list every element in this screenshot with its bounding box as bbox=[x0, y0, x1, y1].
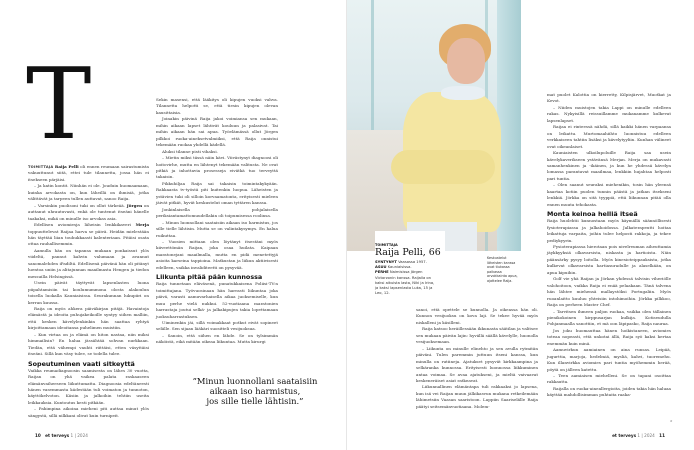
page-number: 11 bbox=[659, 433, 665, 438]
section-heading: Liikunta pitää pään kunnossa bbox=[156, 273, 263, 282]
paragraph: mat puolet Kalottia on kierretty, Kilpisjärvet, Muotkat ja Kevot. bbox=[547, 92, 671, 104]
paragraph: Joinakin päivinä Raija jakoi voimiansa sen mukaan, mihin aikaan lapset lähtivät kouluun ja palasivat. Tai mihin aikaan hän sai apua. Työelämässä ollut Jörgen pilkkoi ruoka-aineksetvalmiiksi, että Raija onnistui tekemään ruokaa yhdellä kädellä. bbox=[156, 116, 278, 148]
paragraph: Raija on myös ahkera päiväkirjan pitäjä. Havaintoja elämästä ja ideoita puhujakeikoille syntyy siihen malliin, että kesken kävelylenkinkin hän saattaa ryhtyä kirjoittamaan ideoitansa puhelimen muistiin. bbox=[28, 305, 149, 331]
paragraph: – Sanoin, että siihen en lähde. Se on tylsimmän näköistä, eikä mitään oikeaa liikuntaa. Mutta kirurgi bbox=[156, 332, 278, 345]
portrait-photo bbox=[347, 0, 521, 251]
subject-name: Raija Pelli bbox=[54, 164, 79, 169]
infobox-name: Raija Pelli, 66 bbox=[375, 247, 441, 258]
paragraph: Raija huolehtii kunnostaan myös käymällä säännöllisesti fysioterapiassa ja jalkahoidossa. Jalkaterapeutti hoitaa leikattuja varpaita, joihin tulee helposti rakkoja, ja tekee pediykyyrin. bbox=[547, 218, 671, 243]
photo-collar bbox=[441, 86, 485, 100]
paragraph: Raijaa ei rinteessä nähdä, sillä kaikki hänen varpaansa on leikattu. Murtomaahiihto luonnistuu edelleen verkkaiseen tahtiin lisäksi ja kävelytyyliin. Kunhan välineet ovat oikeanlaiset. bbox=[547, 124, 671, 149]
paragraph: – Tarvitsen ihmeen paljon ruokaa, vaikka olen tällainen pienikokoinen kirppusarjan kulkija. Kotiseudulla Pohjanmaalla sanottiin, et mä oon läpipasko, Raija nauraa. bbox=[547, 308, 671, 327]
paragraph: sanoi, että opettele se kunnolla. Ja oikeassa hän oli. Kunnon vesijuoksu on kova laji. Se tekee hyvää myös niskalleni ja käsilleni. bbox=[416, 307, 538, 325]
paragraph: – Minun luonnollani saataisiin aikaan iso harmistus, jos sille tielle lähtisin. Mutta se on valintakysymys. En halua ruikuttaa. bbox=[156, 219, 278, 238]
magazine-name: et terveys bbox=[45, 433, 70, 438]
article-column-4 bbox=[547, 92, 671, 399]
pull-quote-line: jos sille tielle lähtisin.” bbox=[206, 396, 304, 406]
section-heading: Monta keinoa helliä itseä bbox=[547, 210, 638, 219]
paragraph: Aamuvirkun aamiainen on aina runsas. Leipää, jugurttia, marjoja, hedelmiä, mysliä, kahvi, tuoremehu. Kun illanvirkka aviomies pari tuntia myöhemmin herää, pöytä on jälleen katettu. bbox=[547, 347, 671, 372]
byline-kicker: TOIMITTAJA bbox=[28, 165, 54, 169]
continue-arrow-icon: » bbox=[670, 418, 673, 423]
paragraph: Jos joku huomauttaa hänen hoikistaneen, aviomies toteaa nopeasti, että unkotai ällä, Raija syö kaksi kertaa enemmän kuin minä. bbox=[547, 327, 671, 346]
pull-quote bbox=[170, 376, 340, 406]
infobox-facts: SYNTYNYT Vaasassa 1957. ASUU Kauniaisissa. PERHE Naimisissa Jörgen Victorzonin kanssa. Raijalla on kaksi aikuista lasta, Niki ja Irina, ja kaksi lapsenlasta Luka, 15 ja Leo, 12. bbox=[375, 260, 435, 296]
paragraph: – Pahimpina aikoina mieheni piti auttaa minut ylös sängystä, sillä nilkkani olivat kuin turnipeit. bbox=[28, 406, 149, 418]
paragraph: Raija tunnetaan eläväsenä, punatukkaisena Poliisi-TV:n toimittajana. Työvuosinaan hän harrasti liikuntaa joka päivä, varasti aamuvarhaisella aikaa juoksemiselle, kun muu perhe vielä nukkui. 52-vuotiaana maratonien harrastaja joutui selkä- ja jalkakipujen takia lopettamaan juoksuharrastuksen. bbox=[156, 281, 278, 319]
section-heading: Sopeutuminen vaati sitkeyttä bbox=[28, 359, 135, 368]
paragraph: – Niiden muistojen takia Lappi on minulle edelleen rakas. Nykyisillä reissuillamme mukanamme kulkevat lapsenlapset. bbox=[547, 104, 671, 123]
photo-crossed-arms bbox=[391, 150, 495, 184]
paragraph: Sekin masensi, että lääkitys oli kipujen vuoksi vahva. Tilannetta helpotti se, että tiesin kipujen olevan kausittaisia. bbox=[156, 97, 278, 115]
paragraph: Pikkuhiljaa Raija sai takaisin toimintakykyään. Rakkaasta tv-työstä piti kuitenkin luopua. Läheisten ja ystävien tuki oli silloin korvaamatonta, erityisesti mieleen jäivät pitkät, hyvät keskustelut oman tyttären kanssa. bbox=[156, 180, 278, 206]
paragraph: – Kun virtaa on ja elämä on hiton nastaa, niin miksi himmailisin? En halua jässähtää sohvan nurkkaan. Tiedän, että vähempi vauhti riittäisi, etten väsyttäisi itseäni. Sillä kun väsy tulee, se todella tulee. bbox=[28, 331, 149, 357]
paragraph: Raijalla on ruoka-aineallergioita, joiden takia hän haluaa käyttää mahdollisimman puhtaita raaka- bbox=[547, 385, 671, 398]
paragraph: Raija katsoo heräillessään ikkunasta säätilan ja valitsee sen mukaan päivän lajin: hyvällä säällä kävelylle, huonolla vesijuoksemaan. bbox=[416, 326, 538, 345]
paragraph: – Teen aamiaisen miehelleni. Se on tapani osoittaa rakkautta. bbox=[547, 373, 671, 385]
paragraph: Fysioterapiassa hierotaan pois nivelreuman aiheuttamia jäykkyyksiä olkavarsista, niskasta ja hartioista. Näin päänsärky pysyy loitolla. Myös kinesioteippauksista, jotka kulkevat olkavarsista hartiasuradulle ja alaselkään, on apua kipuihin. bbox=[547, 243, 671, 275]
paragraph: – Mietin miksi tässä näin kävi. Viivästynyt diagnoosi oli hoitovirhe, mutta en lähtenyt tekemään valitusta. Ne ovat pitkiä ja inhottavia prosesseja eivätkä tuo terveyttä takaisin. bbox=[156, 155, 278, 180]
paragraph: Edellisen aviomiesja läheisin lenkkikaveri Merja toppuuttelevat Raijaa harva se päivä. Heidän mielestään hän täyttää liian touhukkaasti kalenteriaan. Pitäisi osata ottaa rauhallisemmin. bbox=[28, 222, 150, 247]
paragraph: Liikunnallinen elämäntapa tuli rakkaaksi jo lapsena, kun isä vei Raijan muun jälkikasvun mukana retkeilemään lähimetsiin Vaasan saaristoon. Lappiin Saariselälle Raija päätyi seitsemänvuotiaana. Molem- bbox=[416, 384, 538, 409]
pull-quote-line: ”Minun luonnollani saataisiin bbox=[192, 376, 318, 386]
paragraph: TOIMITTAJA Raija Pelli oli ennen reumaan sairastumista vakuuttunut siitä, ettei tule tilannetta, jossa hän ei itsekseen pärjäisi. bbox=[28, 164, 149, 182]
paragraph: Usein päivät täyttyvät lapsenlasten luona piipahtamisiin tai koulumummona olosta alakoulun toisella luokalla Kauniaisissa. Seurakunnan lukupiiri on kerran kuussa. bbox=[28, 280, 149, 305]
article-column-1 bbox=[28, 164, 149, 419]
infobox-kicker: TOIMITTAJA bbox=[375, 243, 398, 247]
pull-quote-line: aikaan iso harmistus, bbox=[209, 386, 301, 396]
paragraph: Jonkinlaisella pohjalaisella periksiantamattomuudellakin oli toipumisessa roolinsa. bbox=[156, 206, 278, 219]
footer-right bbox=[612, 433, 668, 438]
drop-cap: T bbox=[26, 48, 92, 162]
paragraph: – Varsinkin puolisoni tuki on ollut tärkeää. Jörgen on auttanut uhrautuvasti, enkä ole tuntenut itseäni hänelle taakaksi, mikä on minulle iso arvokas asia. bbox=[28, 202, 149, 221]
paragraph: – Olen saanut seuraksi miehenikin, tosin hän yleensä kaartaa kotiin puolen tunnin päästä ja jatkan itsekseni lenkkiä. Jörkka on sitä tyyppiä, että liikunnan pitää olla ennen muuta tehokasta. bbox=[547, 182, 671, 207]
paragraph: Aamulla hän on tapansa mukaan ponkaissut ylös viideltä, pannut kahvin valumaan ja avannut sanomalehden iPadiltä. Edellisenä päivänä hän oli pitänyt luentoa uniin ja alitajunnan maailmasta Hengen ja tiedon messuilla Helsingissä. bbox=[28, 247, 149, 279]
issue-number: 1 | 2024 bbox=[637, 433, 655, 438]
profile-infobox bbox=[375, 231, 445, 301]
paragraph: Vaikka reumadiagnoosin saamisesta on lähes 30 vuotta, Raijan on yhä vaikea palata raskaaseen elämänvaiheeseen liikuttumatta. Diagnoosia edeltäneesti hänen vasemmasta kädestään tuli voimaton ja tunnoton, käyttökelvoton. Käsiin ja jalkoihin tehtiin useita leikkauksia. Kuntoutus kesti pitkään. bbox=[28, 367, 149, 405]
article-column-3 bbox=[416, 307, 538, 410]
paragraph: – Liikunta on minulle elinehto ja sen avulla rytmitän päiväni. Tulen paremmin juttuun itseni kanssa, kun minulla on rutiineja. Ajatukset pysyvät kirkkaampina ja selkäranka kunnossa. Erityisesti luonnossa liikkuminen antaa voimaa. Se avaa ajatukseni, ja mieltä vaivaavat keskeneräiset asiat ratkeavat. bbox=[416, 345, 538, 383]
paragraph: Kauniaisten ulkoilupoluille Raija saa usein kävelykaverikseen ystävänsä Merjan. Merja on mukavasti samanhenkinen ja -ikäinen, ja kun he yhdessä kävelyn lomassa parantavat maailmaa, lenkkiin hujahtaa helposti pari tuntia. bbox=[547, 150, 671, 181]
photo-caption: Keskustelut läheisten kanssa ovat tiukassa paikassa arvokkainta apua, ajattelee Raija. bbox=[487, 256, 518, 283]
photo-face bbox=[447, 38, 485, 84]
issue-number: 1 | 2024 bbox=[70, 433, 88, 438]
article-column-2 bbox=[156, 97, 278, 346]
page-number: 10 bbox=[35, 433, 41, 438]
paragraph: – Ja katin kontit. Niinhän ei ole. Jouduin huomaamaan, kuinka arvokasta on, kun läheillä on ihmisiä, jotka välittävät ja tarpeen tullen auttavat, sanoo Raija. bbox=[28, 183, 149, 202]
paragraph: Golf vie yhä Raijan ja Jörkan yhdessä talvisin viheriölle valohoitoon, vaikka Raija ei enää pelaakaan. Tänä talvena hän lähtee miehensä mallaystöksi Portugaliin. Myös ruoanlaitto kuuluu yhteisiin intohimoihin. Jörkka pilkkoo, Raija on perheen Master Chef. bbox=[547, 276, 671, 308]
photo-glass-frame bbox=[371, 0, 374, 130]
paragraph: Uiminenkin jäi, sillä voimakkaat potkut eivät sopineet selälle. Sen sijaan lääkäri suositteli vesijuoksua. bbox=[156, 319, 278, 332]
footer-left bbox=[32, 433, 88, 438]
paragraph: Aluksi tilanne pisti vihaksi. bbox=[162, 148, 218, 154]
magazine-name: et terveys bbox=[612, 433, 637, 438]
paragraph: – Vuosien mittaan olen löytänyt itsestäni myös kiiveettömän Raijan, joka osaa huilata. Kaipaan maratonejani maailmalla, mutta en pidä menetettyjä asioita karseina tappioina. Matkustan ja liikun aktiivisesti edelleen, vaikka invaliditeetti on pysyvää. bbox=[156, 238, 278, 270]
